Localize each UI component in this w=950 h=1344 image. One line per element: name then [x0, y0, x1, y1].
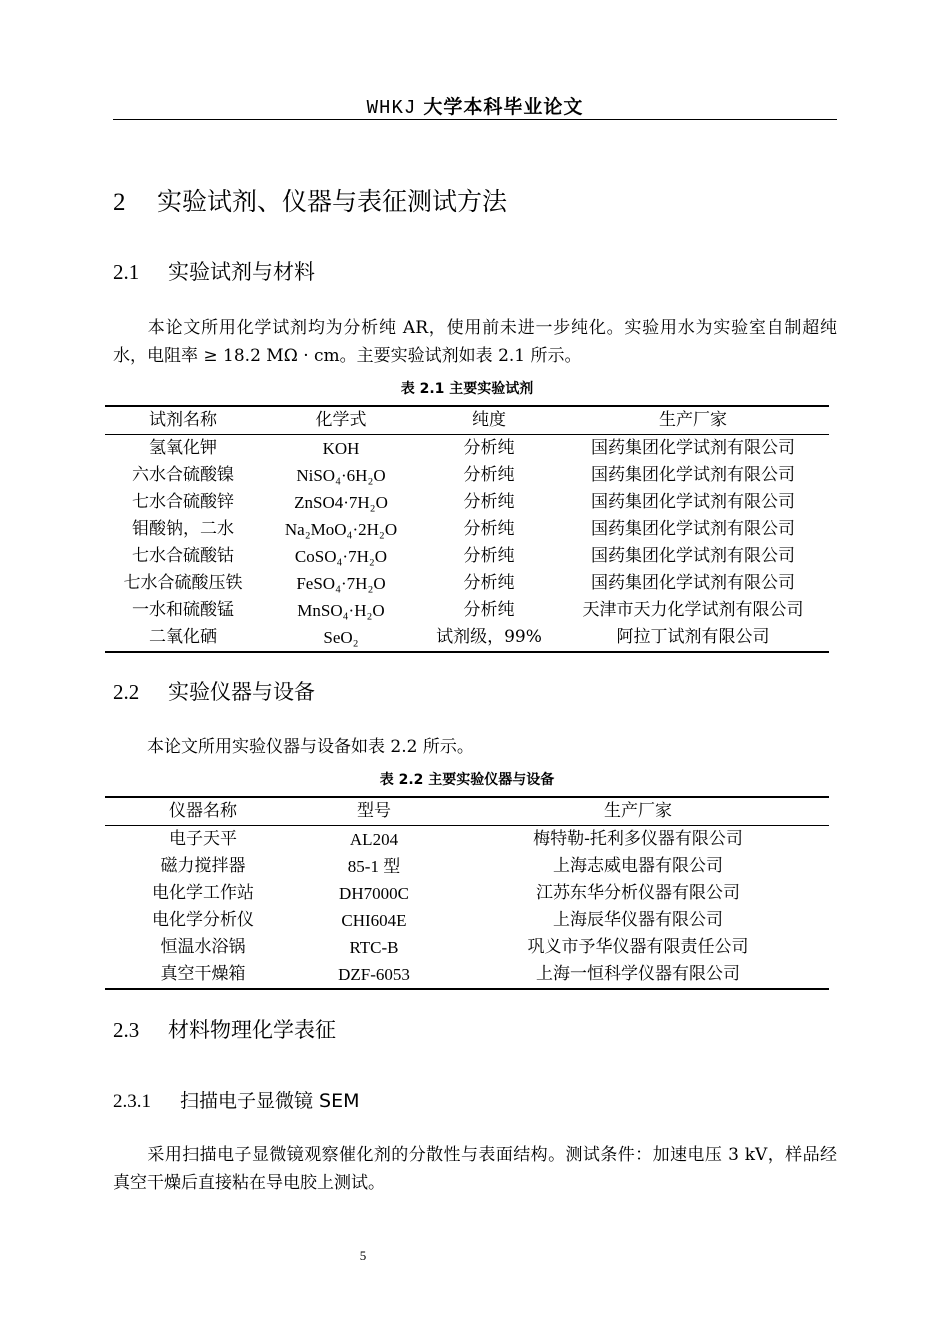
table-row: [105, 543, 829, 570]
instrument-maker: 江苏东华分析仪器有限公司: [536, 883, 740, 903]
reagent-formula: CoSO₄·7H₂O: [294, 547, 388, 566]
reagent-name: 钼酸钠，二水: [132, 519, 234, 539]
instruments-table: [105, 796, 829, 990]
table-header-row: [105, 797, 829, 826]
instrument-model: AL204: [349, 830, 399, 849]
subsection-heading-2-3-1: [113, 1086, 360, 1113]
table-row: [105, 570, 829, 597]
instrument-model: DH7000C: [339, 884, 409, 903]
table-row: [105, 462, 829, 489]
reagent-formula: MnSO₄·H₂O: [297, 601, 385, 620]
column-header: 型号: [357, 801, 391, 821]
paragraph-text: 本论文所用实验仪器与设备如表 2.2 所示。: [147, 737, 474, 757]
subsection-title: 扫描电子显微镜 SEM: [180, 1090, 360, 1112]
table-row: [105, 934, 829, 961]
section-title: 实验试剂与材料: [168, 260, 315, 284]
subsection-number: 2.3.1: [113, 1091, 151, 1112]
reagent-name: 氢氧化钾: [149, 438, 217, 458]
reagent-purity: 分析纯: [463, 465, 515, 485]
column-header: 生产厂家: [659, 410, 727, 430]
header-rule: [113, 119, 837, 120]
table-caption-2-1: 表 2.1 主要实验试剂: [400, 381, 534, 397]
column-header: 化学式: [315, 410, 367, 430]
reagent-formula: ZnSO4·7H₂O: [294, 493, 388, 512]
reagent-purity: 分析纯: [463, 546, 515, 566]
reagent-purity: 分析纯: [463, 573, 515, 593]
reagent-formula: NiSO₄·6H₂O: [296, 466, 386, 485]
reagent-formula: Na₂MoO₄·2H₂O: [284, 520, 398, 539]
reagent-maker: 天津市天力化学试剂有限公司: [582, 600, 804, 620]
table-caption-2-2: 表 2.2 主要实验仪器与设备: [379, 772, 555, 788]
reagent-maker: 国药集团化学试剂有限公司: [591, 546, 795, 566]
table-row: [105, 489, 829, 516]
reagent-purity: 分析纯: [463, 519, 515, 539]
table-row: [105, 907, 829, 934]
reagent-purity: 试剂级，99%: [436, 627, 542, 647]
reagent-name: 七水合硫酸钴: [132, 546, 234, 566]
reagent-name: 七水合硫酸锌: [132, 492, 234, 512]
section-title: 材料物理化学表征: [168, 1018, 336, 1042]
reagent-purity: 分析纯: [463, 600, 515, 620]
instrument-maker: 上海辰华仪器有限公司: [553, 910, 723, 930]
table-row: [105, 853, 829, 880]
section-number: 2.2: [113, 680, 140, 704]
reagent-purity: 分析纯: [463, 492, 515, 512]
column-header: 生产厂家: [604, 801, 672, 821]
column-header: 纯度: [472, 410, 506, 430]
reagent-maker: 国药集团化学试剂有限公司: [591, 573, 795, 593]
header-title: 大学本科毕业论文: [423, 96, 584, 118]
page-number: 5: [359, 1248, 367, 1263]
instrument-name: 真空干燥箱: [160, 964, 246, 984]
reagent-purity: 分析纯: [463, 438, 515, 458]
reagent-maker: 国药集团化学试剂有限公司: [591, 438, 795, 458]
reagent-formula: KOH: [322, 439, 360, 458]
reagent-name: 一水和硫酸锰: [132, 600, 234, 620]
paragraph-2-2: [113, 733, 837, 761]
table-header-row: [105, 406, 829, 435]
reagent-maker: 国药集团化学试剂有限公司: [591, 465, 795, 485]
instrument-model: DZF-6053: [338, 965, 410, 984]
table-row: [105, 516, 829, 543]
header-latin: WHKJ: [366, 97, 417, 119]
section-number: 2.1: [113, 260, 140, 284]
instrument-model: CHI604E: [341, 911, 407, 930]
instrument-name: 电化学工作站: [152, 883, 254, 903]
section-heading-2-1: [113, 256, 315, 286]
column-header: 试剂名称: [149, 410, 217, 430]
instrument-maker: 上海一恒科学仪器有限公司: [536, 964, 740, 984]
paragraph-2-3-1: [113, 1141, 837, 1197]
running-header: [113, 92, 837, 119]
column-header: 仪器名称: [169, 801, 237, 821]
section-title: 实验仪器与设备: [168, 680, 315, 704]
table-row: [105, 961, 829, 989]
table-row: [105, 435, 829, 463]
instrument-name: 恒温水浴锅: [160, 937, 246, 957]
section-heading-2-3: [113, 1014, 336, 1044]
instrument-name: 电化学分析仪: [152, 910, 254, 930]
instrument-name: 磁力搅拌器: [160, 856, 246, 876]
reagent-formula: FeSO₄·7H₂O: [296, 574, 386, 593]
section-number: 2.3: [113, 1018, 140, 1042]
table-row: [105, 880, 829, 907]
reagent-name: 七水合硫酸压铁: [123, 573, 243, 593]
reagent-name: 二氧化硒: [149, 627, 217, 647]
section-heading-2-2: [113, 676, 315, 706]
reagents-table: [105, 405, 829, 653]
reagent-maker: 阿拉丁试剂有限公司: [616, 627, 770, 647]
chapter-heading: [113, 182, 507, 218]
instrument-model: RTC-B: [349, 938, 399, 957]
instrument-name: 电子天平: [169, 829, 237, 849]
chapter-number: 2: [113, 189, 126, 216]
instrument-maker: 巩义市予华仪器有限责任公司: [527, 937, 749, 957]
reagent-formula: SeO₂: [323, 628, 359, 647]
instrument-maker: 梅特勒-托利多仪器有限公司: [533, 829, 743, 849]
table-row: [105, 597, 829, 624]
reagent-maker: 国药集团化学试剂有限公司: [591, 519, 795, 539]
paragraph-text: 采用扫描电子显微镜观察催化剂的分散性与表面结构。测试条件：加速电压 3 kV，样品经真空干燥后直接粘在导电胶上测试。: [113, 1145, 837, 1193]
paragraph-text: 本论文所用化学试剂均为分析纯 AR，使用前未进一步纯化。实验用水为实验室自制超纯水，电阻率 ≥ 18.2 MΩ · cm。主要实验试剂如表 2.1 所示。: [113, 318, 837, 366]
chapter-title: 实验试剂、仪器与表征测试方法: [157, 187, 508, 216]
table-row: [105, 826, 829, 854]
reagent-maker: 国药集团化学试剂有限公司: [591, 492, 795, 512]
reagent-name: 六水合硫酸镍: [132, 465, 234, 485]
instrument-model: 85-1 型: [347, 857, 401, 876]
table-row: [105, 624, 829, 652]
paragraph-2-1: [113, 314, 837, 370]
instrument-maker: 上海志威电器有限公司: [553, 856, 723, 876]
